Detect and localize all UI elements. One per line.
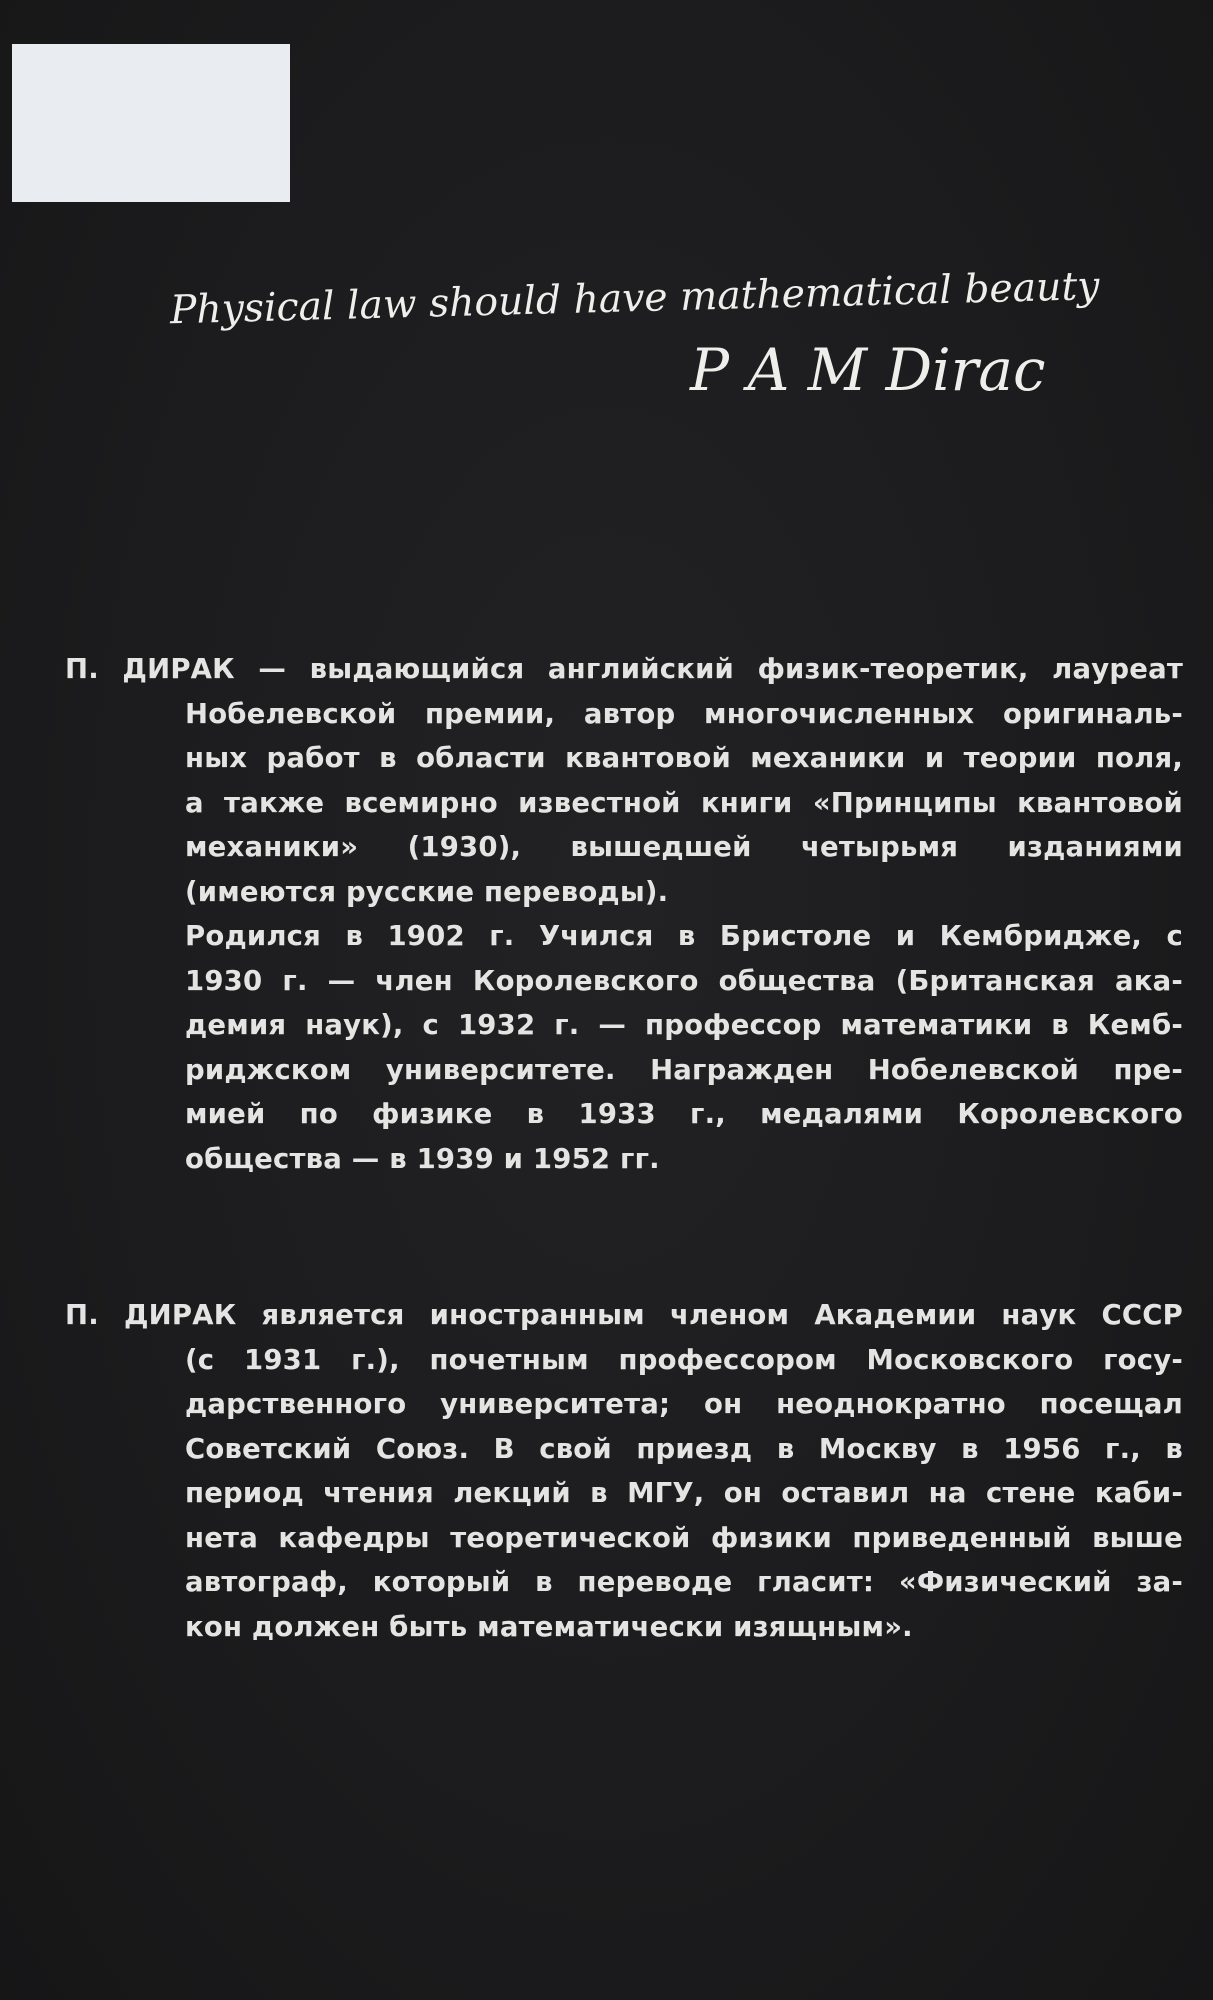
bio-line: общества — в 1939 и 1952 гг. bbox=[185, 1142, 660, 1175]
bio-line: Нобелевской премии, автор многочисленных оригиналь- bbox=[185, 697, 1183, 730]
ussr-line: Советский Союз. В свой приезд в Москву в 1956 г., в bbox=[185, 1432, 1183, 1465]
bio-line: Родился в 1902 г. Учился в Бристоле и Кембридже, с bbox=[185, 920, 1183, 952]
ussr-line: нета кафедры теоретической физики приведенный выше bbox=[185, 1521, 1183, 1554]
bio-line: мией по физике в 1933 г., медалями Королевского bbox=[185, 1098, 1183, 1130]
ussr-line: П. ДИРАК является иностранным членом Академии наук СССР bbox=[65, 1299, 1183, 1331]
autograph-image bbox=[160, 255, 1120, 425]
autograph-signature: P A M Dirac bbox=[690, 336, 1046, 404]
biography-paragraph bbox=[65, 647, 1183, 1181]
ussr-line: дарственного университета; он неоднократно посещал bbox=[185, 1388, 1183, 1420]
bio-line: ных работ в области квантовой механики и теории поля, bbox=[185, 742, 1183, 774]
bio-line: риджском университете. Награжден Нобелевской пре- bbox=[185, 1053, 1183, 1086]
ussr-line: кон должен быть математически изящным». bbox=[185, 1610, 913, 1643]
ussr-line: период чтения лекций в МГУ, он оставил на стене каби- bbox=[185, 1477, 1183, 1509]
bio-line: а также всемирно известной книги «Принципы квантовой bbox=[185, 786, 1183, 819]
ussr-paragraph bbox=[65, 1293, 1183, 1649]
bio-line: демия наук), с 1932 г. — профессор математики в Кемб- bbox=[185, 1009, 1183, 1041]
blank-label-sticker bbox=[12, 44, 290, 202]
ussr-line: (с 1931 г.), почетным профессором Московского госу- bbox=[185, 1343, 1183, 1376]
ussr-line: автограф, который в переводе гласит: «Физический за- bbox=[185, 1566, 1183, 1598]
dirac-autograph bbox=[160, 255, 1120, 425]
autograph-line: Physical law should have mathematical beauty bbox=[169, 263, 1100, 334]
bio-line: П. ДИРАК — выдающийся английский физик-теоретик, лауреат bbox=[65, 653, 1183, 685]
bio-line: механики» (1930), вышедшей четырьмя изданиями bbox=[185, 831, 1183, 863]
bio-line: (имеются русские переводы). bbox=[185, 875, 669, 908]
bio-line: 1930 г. — член Королевского общества (Британская ака- bbox=[185, 964, 1183, 997]
